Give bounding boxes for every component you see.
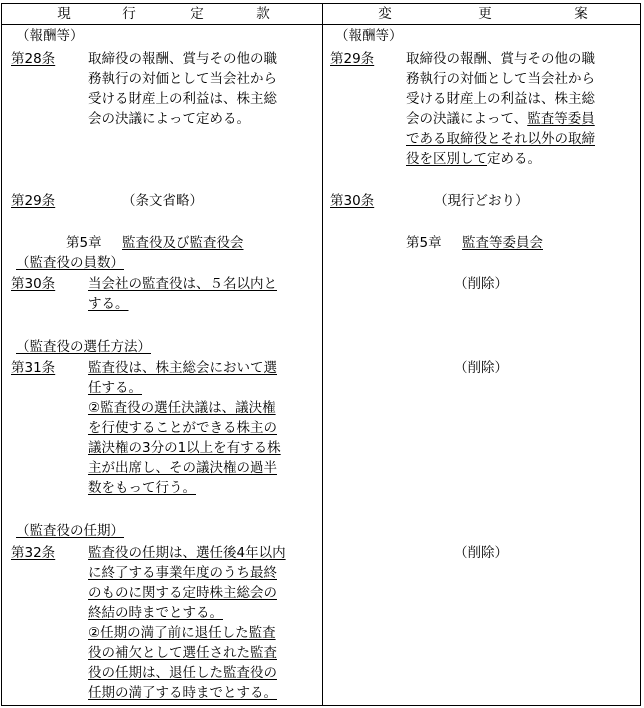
chapter-title: 監査役及び監査役会 xyxy=(122,235,244,251)
text-line: である取締役とそれ以外の取締 xyxy=(406,131,595,147)
text-line: 議決権の3分の1以上を有する株 xyxy=(88,440,281,456)
header-char: 款 xyxy=(256,6,270,22)
text-line: 監査役の任期は、選任後4年以内 xyxy=(88,545,286,561)
text-line: 数をもって行う。 xyxy=(88,480,196,496)
article-number: 第30条 xyxy=(11,276,56,292)
text-line: 役の任期は、退任した監査役の xyxy=(88,665,277,681)
deleted-marker: （削除） xyxy=(454,360,508,376)
article-body xyxy=(88,49,277,129)
section-heading: （監査役の任期） xyxy=(16,523,124,539)
text-line: のものに関する定時株主総会の xyxy=(88,585,277,601)
text-line: 務執行の対価として当会社から xyxy=(88,71,277,87)
header-char: 行 xyxy=(122,6,136,22)
article-body xyxy=(88,543,286,703)
text-segment: 会の決議によって、 xyxy=(406,111,528,127)
article-body: （現行どおり） xyxy=(434,193,529,209)
chapter-number: 第5章 xyxy=(406,235,442,251)
header-divider xyxy=(2,24,640,25)
text-line: を行使することができる株主の xyxy=(88,420,277,436)
deleted-marker: （削除） xyxy=(454,545,508,561)
article-body xyxy=(88,274,277,314)
text-segment-underlined: 監査等委員 xyxy=(527,111,595,127)
text-line: 受ける財産上の利益は、株主総 xyxy=(88,91,277,107)
text-line: ②監査役の選任決議は、議決権 xyxy=(88,400,276,416)
article-number: 第29条 xyxy=(11,193,56,209)
article-number: 第32条 xyxy=(11,545,56,561)
text-line: ②任期の満了前に退任した監査 xyxy=(88,625,276,641)
header-current-articles xyxy=(2,4,322,24)
text-line: 任期の満了する時までとする。 xyxy=(88,685,277,701)
text-segment: 定める。 xyxy=(487,151,541,167)
chapter-title: 監査等委員会 xyxy=(462,235,543,251)
header-char: 更 xyxy=(478,6,492,22)
article-body xyxy=(88,358,281,498)
text-line: する。 xyxy=(88,296,129,312)
section-heading: （監査役の員数） xyxy=(16,255,124,271)
header-proposed-amendments xyxy=(323,4,640,24)
article-number: 第28条 xyxy=(11,51,56,67)
text-segment-underlined: 役を区別して xyxy=(406,151,487,167)
header-char: 変 xyxy=(378,6,392,22)
text-line: 監査役は、株主総会において選 xyxy=(88,360,277,376)
text-line xyxy=(406,149,595,169)
article-number: 第30条 xyxy=(330,193,375,209)
text-line: 終結の時までとする。 xyxy=(88,605,223,621)
article-body: （条文省略） xyxy=(122,193,203,209)
header-char: 現 xyxy=(57,6,71,22)
text-line: 取締役の報酬、賞与その他の職 xyxy=(406,51,595,67)
header-char: 案 xyxy=(574,6,588,22)
section-heading: （報酬等） xyxy=(16,28,84,44)
text-line xyxy=(406,109,595,129)
text-line: 任する。 xyxy=(88,380,142,396)
chapter-number: 第5章 xyxy=(66,235,102,251)
section-heading: （報酬等） xyxy=(335,28,403,44)
text-line: 主が出席し、その議決権の過半 xyxy=(88,460,277,476)
text-line: 役の補欠として選任された監査 xyxy=(88,645,277,661)
article-body xyxy=(406,49,595,169)
text-line: に終了する事業年度のうち最終 xyxy=(88,565,277,581)
deleted-marker: （削除） xyxy=(454,276,508,292)
article-number: 第29条 xyxy=(330,51,375,67)
text-line: 会の決議によって定める。 xyxy=(88,111,250,127)
text-line: 当会社の監査役は、５名以内と xyxy=(88,276,277,292)
article-number: 第31条 xyxy=(11,360,56,376)
text-line: 受ける財産上の利益は、株主総 xyxy=(406,91,595,107)
column-divider xyxy=(322,4,323,705)
text-line: 務執行の対価として当会社から xyxy=(406,71,595,87)
text-line: 取締役の報酬、賞与その他の職 xyxy=(88,51,277,67)
header-char: 定 xyxy=(190,6,204,22)
section-heading: （監査役の選任方法） xyxy=(16,339,151,355)
amendment-comparison-table xyxy=(1,3,641,706)
